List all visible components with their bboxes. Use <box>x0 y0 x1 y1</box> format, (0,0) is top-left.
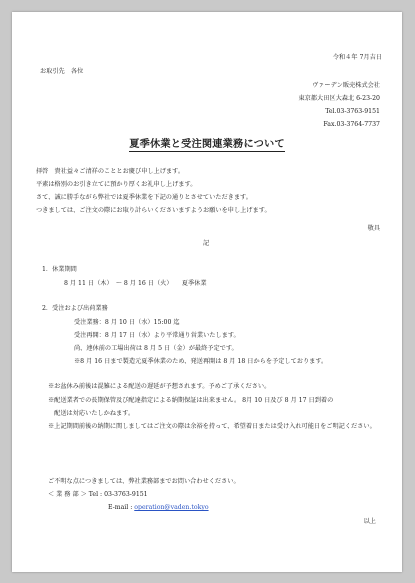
email-link[interactable]: operation@vaden.tokyo <box>134 504 209 511</box>
note-line-1: ※お盆休み前後は混雑による配送の遅延が予想されます。予めご了承ください。 <box>48 383 271 390</box>
section1-detail: 8 月 11 日（木） ～ 8 月 16 日（火） 夏季休業 <box>64 280 207 287</box>
section2-line-1: 受注業務：8 月 10 日（水）15:00 迄 <box>74 319 180 326</box>
note-line-2: ※配送業者での長期保管及び配達指定による納期保証は出来ません。 8月 10 日及び 8 月 17 日到着の <box>48 397 334 404</box>
section2-line-4: ※8 月 16 日まで製造元夏季休業のため、発送再開は 8 月 18 日からを予定しております。 <box>74 358 328 365</box>
greeting-line-3: さて、誠に勝手ながら弊社では夏季休業を下記の通りとさせていただきます。 <box>36 194 252 201</box>
greeting-line-2: 平素は格別のお引き立てに預かり厚くお礼申し上げます。 <box>36 181 197 188</box>
document-title: 夏季休業と受注関連業務について <box>129 138 285 150</box>
greeting-line-1: 拝啓 貴社益々ご清祥のこととお慶び申し上げます。 <box>36 168 185 175</box>
email-label: E-mail : <box>108 504 135 511</box>
issue-date: 令和４年 7月吉日 <box>332 54 382 61</box>
ki-heading: 記 <box>203 240 210 247</box>
end-word: 以上 <box>363 518 376 525</box>
document-page <box>12 12 402 572</box>
contact-email-line <box>108 504 209 512</box>
recipient: お取引先 各位 <box>40 68 84 75</box>
company-tel: Tel.03-3763-9151 <box>325 108 380 115</box>
company-name: ヴァーデン販売株式会社 <box>312 82 380 89</box>
section1-heading: 1．休業期間 <box>42 266 77 273</box>
closing-word: 敬具 <box>367 225 380 232</box>
note-line-4: ※上記期間前後の納期に関しましてはご注文の際は余裕を持って、希望着日または受け入れ可能日をご明記ください。 <box>48 423 376 430</box>
section2-line-3: 尚、連休前の工場出荷は 8 月 5 日（金）が最終予定です。 <box>74 345 238 352</box>
note-line-3: 配送は対応いたしかねます。 <box>48 410 135 417</box>
greeting-line-4: つきましては、ご注文の際にお取り計らいくださいますようお願いを申し上げます。 <box>36 207 271 214</box>
section2-line-2: 受注再開：8 月 17 日（水）より平常通り営業いたします。 <box>74 332 240 339</box>
contact-intro: ご不明な点につきましては、弊社業務部までお問い合わせください。 <box>48 478 240 485</box>
section2-heading: 2．受注および出荷業務 <box>42 305 108 312</box>
company-address: 東京都大田区大森北 6-23-20 <box>298 95 380 102</box>
contact-department: ＜ 業 務 部 ＞ Tel : 03-3763-9151 <box>48 491 148 498</box>
company-fax: Fax.03-3764-7737 <box>323 121 380 128</box>
